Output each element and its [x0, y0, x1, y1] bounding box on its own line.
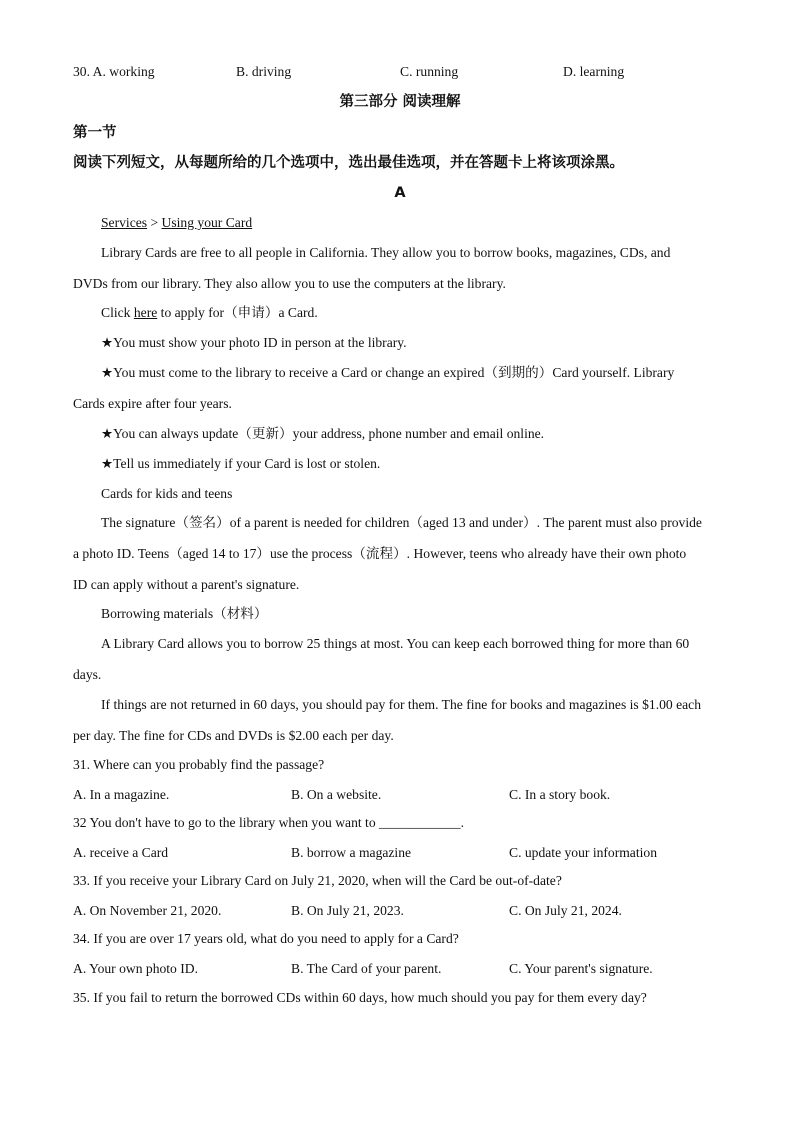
breadcrumb	[101, 214, 252, 232]
breadcrumb-services-link[interactable]: Services	[101, 215, 148, 230]
option-c: C. In a story book.	[509, 787, 611, 802]
section-heading-kids: Cards for kids and teens	[101, 486, 233, 501]
paragraph-line: days.	[73, 667, 102, 682]
paragraph-line: If things are not returned in 60 days, you should pay for them. The fine for books and magazines is $1.00 each	[101, 697, 701, 712]
bullet-item: ★You must come to the library to receive a Card or change an expired（到期的）Card yourself. Library	[101, 365, 675, 380]
option-b: B. The Card of your parent.	[291, 961, 442, 976]
instructions: 阅读下列短文，从每题所给的几个选项中，选出最佳选项，并在答题卡上将该项涂黑。	[73, 155, 624, 171]
apply-here-link[interactable]: here	[133, 305, 158, 320]
option-a: A. On November 21, 2020.	[73, 903, 222, 918]
option-c: C. update your information	[509, 845, 657, 860]
option-b: B. On July 21, 2023.	[291, 903, 404, 918]
section-heading-borrowing: Borrowing materials（材料）	[101, 606, 268, 621]
paragraph-line: A Library Card allows you to borrow 25 things at most. You can keep each borrowed thing for more than 60	[101, 636, 690, 651]
option-a: A. In a magazine.	[73, 787, 170, 802]
bullet-item: ★You must show your photo ID in person at the library.	[101, 335, 407, 350]
option-c: C. Your parent's signature.	[509, 961, 653, 976]
paragraph-line: ID can apply without a parent's signature.	[73, 577, 300, 592]
text-span: Click	[101, 305, 134, 320]
breadcrumb-current-page[interactable]: Using your Card	[161, 215, 253, 230]
paragraph-line: Library Cards are free to all people in California. They allow you to borrow books, magazines, CDs, and	[101, 245, 671, 260]
option-a: A. Your own photo ID.	[73, 961, 198, 976]
q30-option-b: B. driving	[236, 64, 292, 79]
option-b: B. On a website.	[291, 787, 382, 802]
section-title: 第三部分 阅读理解	[339, 94, 461, 110]
paragraph-line: per day. The fine for CDs and DVDs is $2.00 each per day.	[73, 728, 394, 743]
bullet-item: ★You can always update（更新）your address, phone number and email online.	[101, 426, 545, 441]
question-stem: 31. Where can you probably find the passage?	[73, 757, 325, 772]
question-stem: 34. If you are over 17 years old, what do you need to apply for a Card?	[73, 931, 459, 946]
text-span: to apply for（申请）a Card.	[157, 305, 318, 320]
question-stem: 35. If you fail to return the borrowed CDs within 60 days, how much should you pay for them every day?	[73, 990, 647, 1005]
q30-option-d: D. learning	[563, 64, 625, 79]
question-stem: 33. If you receive your Library Card on July 21, 2020, when will the Card be out-of-date?	[73, 873, 562, 888]
bullet-item-continued: Cards expire after four years.	[73, 396, 232, 411]
paragraph-line: DVDs from our library. They also allow you to use the computers at the library.	[73, 276, 506, 291]
apply-paragraph	[101, 304, 318, 322]
option-a: A. receive a Card	[73, 845, 169, 860]
paragraph-line: a photo ID. Teens（aged 14 to 17）use the process（流程）. However, teens who already have their own photo	[73, 546, 687, 561]
question-stem: 32 You don't have to go to the library when you want to ____________.	[73, 815, 464, 830]
breadcrumb-separator: >	[147, 215, 162, 230]
subsection-title: 第一节	[73, 125, 117, 141]
q30-option-c: C. running	[400, 64, 459, 79]
bullet-item: ★Tell us immediately if your Card is lost or stolen.	[101, 456, 381, 471]
passage-label: A	[394, 185, 406, 201]
q30-option-a: 30. A. working	[73, 64, 155, 79]
paragraph-line: The signature（签名）of a parent is needed for children（aged 13 and under）. The parent must also provide	[101, 515, 702, 530]
option-b: B. borrow a magazine	[291, 845, 412, 860]
option-c: C. On July 21, 2024.	[509, 903, 622, 918]
